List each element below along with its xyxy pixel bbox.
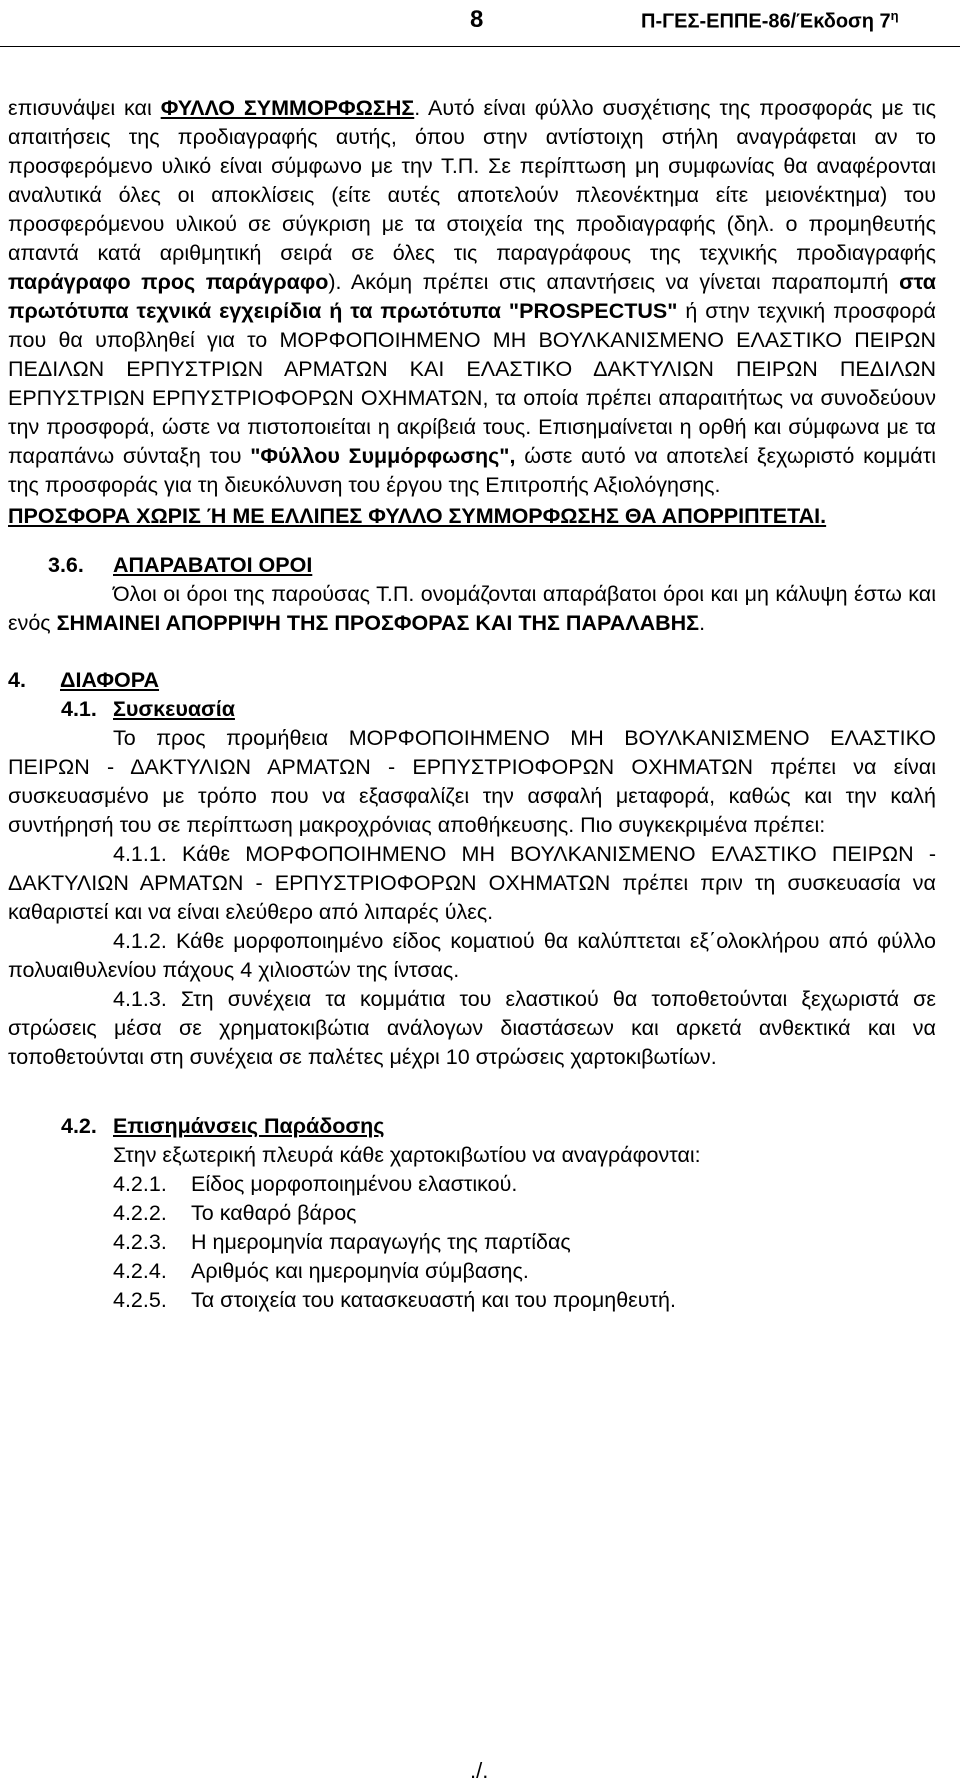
section-4-2-heading: 4.2. Επισημάνσεις Παράδοσης <box>61 1114 385 1138</box>
section-3-6 <box>8 551 936 638</box>
list-item: 4.2.3. Η ημερομηνία παραγωγής της παρτίδας <box>113 1230 571 1254</box>
document-code: Π-ΓΕΣ-ΕΠΠΕ-86/Έκδοση $7^\eta$ <box>641 8 899 33</box>
section-4-title: ΔΙΑΦΟΡΑ <box>60 668 160 692</box>
page-header <box>0 0 960 60</box>
compliance-sheet-term: ΦΥΛΛΟ ΣΥΜΜΟΡΦΩΣΗΣ <box>160 96 415 120</box>
list-item: 4.2.4. Αριθμός και ημερομηνία σύμβασης. <box>113 1259 529 1283</box>
section-4-2-intro: Στην εξωτερική πλευρά κάθε χαρτοκιβωτίου να αναγράφονται: <box>113 1143 701 1167</box>
section-4-2 <box>8 1112 936 1315</box>
item-4-1-1: 4.1.1. Κάθε ΜΟΡΦΟΠΟΙΗΜΕΝΟ ΜΗ ΒΟΥΛΚΑΝΙΣΜΕΝΟ ΕΛΑΣΤΙΚΟ ΠΕΙΡΩΝ - ΔΑΚΤΥΛΙΩΝ ΑΡΜΑΤΩΝ - ΕΡΠΥΣΤΡΙΟΦΟΡΩΝ ΟΧΗΜΑΤΩΝ πρέπει πριν τη συσκευασία να καθαριστεί και να είναι ελεύθερο από λιπαρές ύλες. <box>8 842 936 924</box>
section-3-6-text: Όλοι οι όροι της παρούσας Τ.Π. ονομάζονται απαράβατοι όροι και μη κάλυψη έστω και ενός ΣΗΜΑΙΝΕΙ ΑΠΟΡΡΙΨΗ ΤΗΣ ΠΡΟΣΦΟΡΑΣ ΚΑΙ ΤΗΣ ΠΑΡΑΛΑΒΗΣ. <box>8 582 936 635</box>
page-continuation-mark: ./. <box>470 1758 489 1783</box>
page-number: 8 <box>470 6 484 33</box>
rejection-warning: ΠΡΟΣΦΟΡΑ ΧΩΡΙΣ Ή ΜΕ ΕΛΛΙΠΕΣ ΦΥΛΛΟ ΣΥΜΜΟΡΦΩΣΗΣ ΘΑ ΑΠΟΡΡΙΠΤΕΤΑΙ. <box>8 504 827 528</box>
list-item: 4.2.1. Είδος μορφοποιημένου ελαστικού. <box>113 1172 518 1196</box>
section-4-1-intro: Το προς προμήθεια ΜΟΡΦΟΠΟΙΗΜΕΝΟ ΜΗ ΒΟΥΛΚΑΝΙΣΜΕΝΟ ΕΛΑΣΤΙΚΟ ΠΕΙΡΩΝ - ΔΑΚΤΥΛΙΩΝ ΑΡΜΑΤΩΝ - ΕΡΠΥΣΤΡΙΟΦΟΡΩΝ ΟΧΗΜΑΤΩΝ πρέπει να είναι συσκευασμένο με τρόπο που να εξασφαλίζει την ασφαλή μεταφορά, καθώς και την καλή συντήρησή του σε περίπτωση μακροχρόνιας αποθήκευσης. Πιο συγκεκριμένα πρέπει: <box>8 726 936 837</box>
item-4-1-3: 4.1.3. Στη συνέχεια τα κομμάτια του ελαστικού θα τοποθετούνται ξεχωριστά σε στρώσεις μέσα σε χρηματοκιβώτια ανάλογων διαστάσεων και αρκετά ανθεκτικά και να τοποθετούνται στη συνέχεια σε παλέτες μέχρι 10 στρώσεις χαρτοκιβωτίων. <box>8 987 936 1069</box>
section-3-6-heading: 3.6. ΑΠΑΡΑΒΑΤΟΙ ΟΡΟΙ <box>48 553 313 577</box>
item-4-1-2: 4.1.2. Κάθε μορφοποιημένο είδος κοματιού θα καλύπτεται εξ΄ολοκλήρου από φύλλο πολυαιθυλενίου πάχους 4 χιλιοστών της ίντσας. <box>8 929 936 982</box>
list-item: 4.2.2. Το καθαρό βάρος <box>113 1201 357 1225</box>
compliance-paragraph: επισυνάψει και ΦΥΛΛΟ ΣΥΜΜΟΡΦΩΣΗΣ. Αυτό είναι φύλλο συσχέτισης της προσφοράς με τις απαιτήσεις της προδιαγραφής αυτής, όπου στην αντίστοιχη στήλη αναγράφεται αν το προσφερόμενο υλικό είναι σύμφωνο με την Τ.Π. Σε περίπτωση μη συμφωνίας θα αναφέρονται αναλυτικά όλες οι αποκλίσεις (είτε αυτές αποτελούν πλεονέκτημα είτε μειονέκτημα) του προσφερόμενου υλικού σε σύγκριση με τα στοιχεία της προδιαγραφής (δηλ. ο προμηθευτής απαντά κατά αριθμητική σειρά σε όλες τις παραγράφους της τεχνικής προδιαγραφής παράγραφο προς παράγραφο). Ακόμη πρέπει στις απαντήσεις να γίνεται παραπομπή στα πρωτότυπα τεχνικά εγχειρίδια ή τα πρωτότυπα "PROSPECTUS" ή στην τεχνική προσφορά που θα υποβληθεί για το ΜΟΡΦΟΠΟΙΗΜΕΝΟ ΜΗ ΒΟΥΛΚΑΝΙΣΜΕΝΟ ΕΛΑΣΤΙΚΟ ΠΕΙΡΩΝ ΠΕΔΙΛΩΝ ΕΡΠΥΣΤΡΙΩΝ ΑΡΜΑΤΩΝ ΚΑΙ ΕΛΑΣΤΙΚΟ ΔΑΚΤΥΛΙΩΝ ΠΕΙΡΩΝ ΠΕΔΙΛΩΝ ΕΡΠΥΣΤΡΙΩΝ ΕΡΠΥΣΤΡΙΟΦΟΡΩΝ ΟΧΗΜΑΤΩΝ, τα οποία πρέπει απαραιτήτως να συνοδεύουν την προσφορά, ώστε να πιστοποιείται η ακρίβειά τους. Επισημαίνεται η ορθή και σύμφωνα με τα παραπάνω σύνταξη του "Φύλλου Συμμόρφωσης", ώστε αυτό να αποτελεί ξεχωριστό κομμάτι της προσφοράς για τη διευκόλυνση του έργου της Επιτροπής Αξιολόγησης. <box>8 96 937 497</box>
header-divider <box>0 46 960 47</box>
section-4: 4. ΔΙΑΦΟΡΑ <box>8 668 160 692</box>
section-4-1-heading: 4.1. Συσκευασία <box>61 697 235 721</box>
document-body <box>8 94 936 1315</box>
section-4-1 <box>8 695 936 1072</box>
list-item: 4.2.5. Τα στοιχεία του κατασκευαστή και του προμηθευτή. <box>113 1288 676 1312</box>
